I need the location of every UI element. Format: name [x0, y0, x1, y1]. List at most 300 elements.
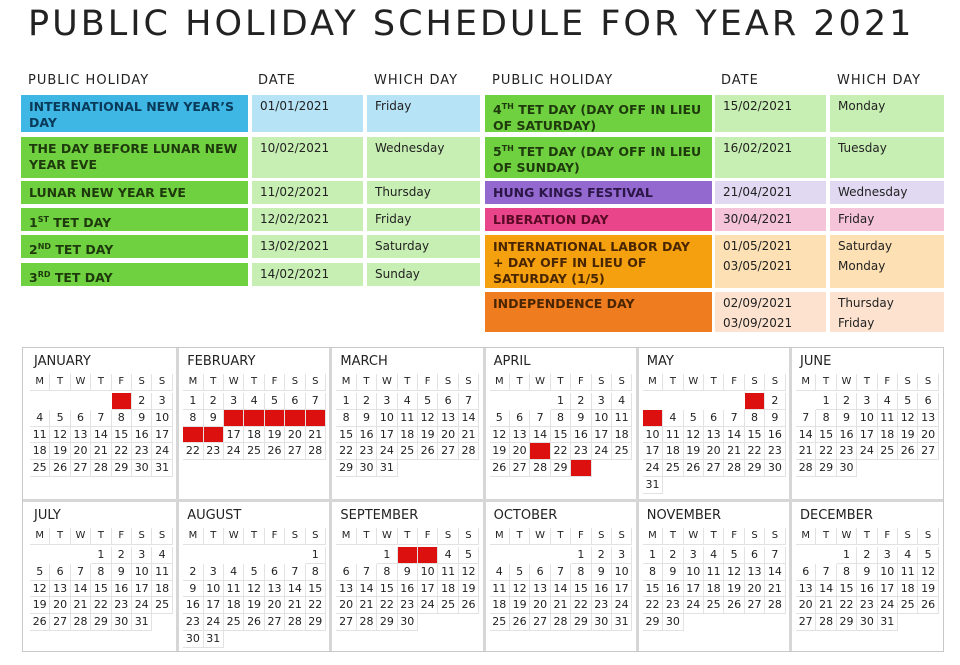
- day-cell: 25: [704, 597, 724, 614]
- day-cell: 5: [510, 564, 530, 581]
- day-cell: 10: [592, 410, 612, 427]
- day-cell: 28: [71, 614, 91, 631]
- weekday-label: M: [183, 528, 203, 545]
- day-cell: 9: [398, 564, 418, 581]
- day-cell: 20: [336, 597, 356, 614]
- weekday-label: T: [91, 528, 111, 545]
- holiday-day-cell: 3: [643, 410, 663, 427]
- day-cell: 12: [684, 427, 704, 444]
- day-cell: 24: [684, 597, 704, 614]
- day-cell: 13: [530, 581, 550, 598]
- day-cell: 28: [796, 460, 816, 477]
- weekday-label: T: [204, 374, 224, 391]
- day-cell: 16: [837, 427, 857, 444]
- day-cell: 23: [204, 443, 224, 460]
- day-cell: 19: [724, 581, 744, 598]
- weekday-label: W: [377, 528, 397, 545]
- weekday-label: F: [878, 374, 898, 391]
- day-cell: 26: [265, 443, 285, 460]
- weekday-label: S: [459, 528, 479, 545]
- day-cell: 18: [612, 427, 632, 444]
- day-cell: 8: [91, 564, 111, 581]
- day-cell: 21: [724, 443, 744, 460]
- weekday-label: S: [132, 528, 152, 545]
- day-cell: 15: [643, 581, 663, 598]
- day-cell: 4: [612, 393, 632, 410]
- weekday-label: M: [490, 528, 510, 545]
- day-cell: 11: [398, 410, 418, 427]
- day-cell: 25: [878, 443, 898, 460]
- holiday-weekday: Friday: [367, 208, 480, 231]
- weekday-label: S: [438, 374, 458, 391]
- day-cell: 12: [418, 410, 438, 427]
- day-cell: 9: [132, 410, 152, 427]
- day-cell: 7: [459, 393, 479, 410]
- day-cell: 14: [357, 581, 377, 598]
- day-cell: 6: [285, 393, 305, 410]
- row-divider: [23, 499, 943, 502]
- day-cell: 23: [183, 614, 203, 631]
- holiday-weekday: Thursday Friday: [830, 292, 944, 332]
- day-cell: 3: [132, 547, 152, 564]
- page-title: PUBLIC HOLIDAY SCHEDULE FOR YEAR 2021: [28, 4, 915, 44]
- day-cell: 17: [224, 427, 244, 444]
- day-cell: 15: [377, 581, 397, 598]
- day-cell: 10: [204, 581, 224, 598]
- day-cell: 19: [30, 597, 50, 614]
- weekday-label: F: [418, 528, 438, 545]
- day-cell: 24: [224, 443, 244, 460]
- day-cell: 12: [50, 427, 70, 444]
- day-cell: 10: [132, 564, 152, 581]
- month-may: [639, 348, 789, 498]
- day-cell: 21: [551, 597, 571, 614]
- day-cell: 2: [857, 547, 877, 564]
- day-cell: 17: [377, 427, 397, 444]
- day-cell: 22: [816, 443, 836, 460]
- day-cell: 20: [438, 427, 458, 444]
- day-cell: 27: [438, 443, 458, 460]
- day-cell: 29: [91, 614, 111, 631]
- day-cell: 8: [816, 410, 836, 427]
- day-cell: 16: [357, 427, 377, 444]
- day-cell: 19: [50, 443, 70, 460]
- holiday-weekday: Monday: [830, 95, 944, 132]
- day-cell: 23: [592, 597, 612, 614]
- weekday-label: W: [224, 528, 244, 545]
- month-name: MAY: [646, 354, 674, 369]
- day-cell: 23: [857, 597, 877, 614]
- day-cell: 20: [530, 597, 550, 614]
- weekday-label: T: [398, 374, 418, 391]
- holiday-name: INTERNATIONAL LABOR DAY + DAY OFF IN LIEU OF SATURDAY (1/5): [485, 235, 712, 288]
- day-cell: 29: [306, 614, 326, 631]
- day-cell: 22: [745, 443, 765, 460]
- day-cell: 20: [918, 427, 938, 444]
- day-cell: 24: [643, 460, 663, 477]
- day-cell: 13: [745, 564, 765, 581]
- day-cell: 17: [612, 581, 632, 598]
- day-cell: 28: [724, 460, 744, 477]
- day-cell: 6: [704, 410, 724, 427]
- day-cell: 8: [551, 410, 571, 427]
- month-name: DECEMBER: [800, 508, 873, 523]
- weekday-label: W: [530, 528, 550, 545]
- day-cell: 6: [438, 393, 458, 410]
- day-cell: 8: [837, 564, 857, 581]
- day-cell: 7: [91, 410, 111, 427]
- day-cell: 25: [30, 460, 50, 477]
- day-cell: 16: [571, 427, 591, 444]
- day-cell: 27: [704, 460, 724, 477]
- header-date-left: DATE: [258, 73, 296, 88]
- header-public-holiday-left: PUBLIC HOLIDAY: [28, 73, 150, 88]
- day-cell: 17: [643, 443, 663, 460]
- day-cell: 6: [265, 564, 285, 581]
- day-cell: 30: [398, 614, 418, 631]
- holiday-date: 16/02/2021: [715, 137, 826, 178]
- day-cell: 11: [224, 581, 244, 598]
- day-cell: 30: [183, 631, 203, 648]
- day-cell: 29: [745, 460, 765, 477]
- day-cell: 24: [592, 443, 612, 460]
- holiday-date: 13/02/2021: [252, 235, 363, 258]
- day-cell: 4: [152, 547, 172, 564]
- day-cell: 2: [357, 393, 377, 410]
- day-cell: 28: [91, 460, 111, 477]
- day-cell: 23: [663, 597, 683, 614]
- day-cell: 2: [132, 393, 152, 410]
- day-cell: 6: [71, 410, 91, 427]
- day-cell: 14: [91, 427, 111, 444]
- day-cell: 20: [71, 443, 91, 460]
- month-name: JUNE: [800, 354, 832, 369]
- day-cell: 5: [918, 547, 938, 564]
- day-cell: 9: [571, 410, 591, 427]
- day-cell: 10: [418, 564, 438, 581]
- weekday-label: T: [398, 528, 418, 545]
- day-cell: 31: [204, 631, 224, 648]
- day-cell: 6: [336, 564, 356, 581]
- day-cell: 22: [377, 597, 397, 614]
- day-cell: 7: [724, 410, 744, 427]
- month-february: [179, 348, 329, 498]
- day-cell: 27: [918, 443, 938, 460]
- day-cell: 5: [265, 393, 285, 410]
- holiday-date: 01/01/2021: [252, 95, 363, 132]
- month-name: FEBRUARY: [187, 354, 256, 369]
- weekday-label: T: [91, 374, 111, 391]
- day-cell: 15: [551, 427, 571, 444]
- day-cell: 21: [816, 597, 836, 614]
- day-cell: 14: [551, 581, 571, 598]
- day-cell: 9: [183, 581, 203, 598]
- day-cell: 5: [244, 564, 264, 581]
- day-cell: 16: [857, 581, 877, 598]
- weekday-label: T: [357, 374, 377, 391]
- day-cell: 4: [490, 564, 510, 581]
- day-cell: 30: [857, 614, 877, 631]
- day-cell: 21: [306, 427, 326, 444]
- day-cell: 18: [878, 427, 898, 444]
- day-cell: 27: [510, 460, 530, 477]
- weekday-label: F: [724, 374, 744, 391]
- day-cell: 20: [285, 427, 305, 444]
- holiday-weekday: Saturday: [367, 235, 480, 258]
- day-cell: 26: [30, 614, 50, 631]
- weekday-label: S: [306, 374, 326, 391]
- holiday-day-cell: 12: [265, 410, 285, 427]
- weekday-label: S: [745, 374, 765, 391]
- day-cell: 26: [418, 443, 438, 460]
- day-cell: 2: [571, 393, 591, 410]
- day-cell: 29: [816, 460, 836, 477]
- day-cell: 5: [50, 410, 70, 427]
- day-cell: 17: [204, 597, 224, 614]
- holiday-name: THE DAY BEFORE LUNAR NEW YEAR EVE: [21, 137, 248, 178]
- weekday-label: F: [878, 528, 898, 545]
- day-cell: 7: [765, 547, 785, 564]
- day-cell: 7: [357, 564, 377, 581]
- day-cell: 26: [724, 597, 744, 614]
- day-cell: 12: [724, 564, 744, 581]
- month-name: NOVEMBER: [646, 508, 722, 523]
- day-cell: 3: [878, 547, 898, 564]
- day-cell: 5: [490, 410, 510, 427]
- holiday-date: 12/02/2021: [252, 208, 363, 231]
- day-cell: 4: [244, 393, 264, 410]
- day-cell: 14: [816, 581, 836, 598]
- day-cell: 8: [745, 410, 765, 427]
- holiday-weekday: Friday: [367, 95, 480, 132]
- day-cell: 23: [398, 597, 418, 614]
- holiday-weekday: Wednesday: [367, 137, 480, 178]
- day-cell: 23: [837, 443, 857, 460]
- day-cell: 14: [71, 581, 91, 598]
- day-cell: 3: [377, 393, 397, 410]
- day-cell: 17: [418, 581, 438, 598]
- day-cell: 15: [745, 427, 765, 444]
- weekday-label: S: [592, 374, 612, 391]
- day-cell: 22: [183, 443, 203, 460]
- day-cell: 30: [112, 614, 132, 631]
- weekday-label: M: [336, 374, 356, 391]
- day-cell: 7: [285, 564, 305, 581]
- day-cell: 17: [878, 581, 898, 598]
- holiday-name: LUNAR NEW YEAR EVE: [21, 181, 248, 204]
- day-cell: 19: [490, 443, 510, 460]
- day-cell: 11: [704, 564, 724, 581]
- day-cell: 20: [510, 443, 530, 460]
- day-cell: 2: [837, 393, 857, 410]
- holiday-date: 11/02/2021: [252, 181, 363, 204]
- day-cell: 11: [878, 410, 898, 427]
- day-cell: 12: [459, 564, 479, 581]
- day-cell: 15: [571, 581, 591, 598]
- day-cell: 5: [724, 547, 744, 564]
- day-cell: 12: [490, 427, 510, 444]
- day-cell: 13: [336, 581, 356, 598]
- month-name: JANUARY: [34, 354, 91, 369]
- day-cell: 7: [530, 410, 550, 427]
- day-cell: 30: [837, 460, 857, 477]
- day-cell: 6: [510, 410, 530, 427]
- day-cell: 31: [643, 477, 663, 494]
- holiday-day-cell: 14: [306, 410, 326, 427]
- day-cell: 20: [50, 597, 70, 614]
- weekday-label: F: [112, 528, 132, 545]
- day-cell: 9: [837, 410, 857, 427]
- weekday-label: S: [306, 528, 326, 545]
- day-cell: 25: [898, 597, 918, 614]
- day-cell: 17: [592, 427, 612, 444]
- holiday-weekday: Thursday: [367, 181, 480, 204]
- holiday-name: 3RD TET DAY: [21, 263, 248, 286]
- day-cell: 18: [152, 581, 172, 598]
- day-cell: 9: [765, 410, 785, 427]
- day-cell: 30: [357, 460, 377, 477]
- month-october: [486, 502, 636, 652]
- day-cell: 4: [663, 410, 683, 427]
- weekday-label: T: [244, 374, 264, 391]
- day-cell: 8: [306, 564, 326, 581]
- day-cell: 3: [152, 393, 172, 410]
- day-cell: 16: [132, 427, 152, 444]
- weekday-label: M: [183, 374, 203, 391]
- day-cell: 19: [244, 597, 264, 614]
- day-cell: 21: [796, 443, 816, 460]
- day-cell: 27: [530, 614, 550, 631]
- day-cell: 30: [592, 614, 612, 631]
- day-cell: 27: [336, 614, 356, 631]
- day-cell: 18: [398, 427, 418, 444]
- day-cell: 14: [765, 564, 785, 581]
- holiday-day-cell: 13: [285, 410, 305, 427]
- weekday-label: S: [152, 374, 172, 391]
- day-cell: 24: [857, 443, 877, 460]
- day-cell: 11: [438, 564, 458, 581]
- holiday-name: HUNG KINGS FESTIVAL: [485, 181, 712, 204]
- weekday-label: S: [612, 374, 632, 391]
- day-cell: 10: [643, 427, 663, 444]
- day-cell: 22: [336, 443, 356, 460]
- day-cell: 23: [112, 597, 132, 614]
- holiday-weekday: Wednesday: [830, 181, 944, 204]
- day-cell: 1: [551, 393, 571, 410]
- day-cell: 11: [152, 564, 172, 581]
- day-cell: 30: [132, 460, 152, 477]
- month-september: [332, 502, 482, 652]
- day-cell: 17: [132, 581, 152, 598]
- holiday-weekday: Sunday: [367, 263, 480, 286]
- day-cell: 16: [183, 597, 203, 614]
- month-june: [792, 348, 942, 498]
- holiday-date: 10/02/2021: [252, 137, 363, 178]
- day-cell: 7: [306, 393, 326, 410]
- day-cell: 28: [551, 614, 571, 631]
- day-cell: 27: [50, 614, 70, 631]
- day-cell: 1: [91, 547, 111, 564]
- day-cell: 18: [30, 443, 50, 460]
- day-cell: 6: [918, 393, 938, 410]
- holiday-name: LIBERATION DAY: [485, 208, 712, 231]
- day-cell: 15: [816, 427, 836, 444]
- day-cell: 28: [459, 443, 479, 460]
- day-cell: 22: [91, 597, 111, 614]
- day-cell: 4: [704, 547, 724, 564]
- day-cell: 15: [336, 427, 356, 444]
- day-cell: 22: [551, 443, 571, 460]
- day-cell: 18: [244, 427, 264, 444]
- day-cell: 24: [204, 614, 224, 631]
- day-cell: 13: [796, 581, 816, 598]
- day-cell: 28: [357, 614, 377, 631]
- holiday-date: 21/04/2021: [715, 181, 826, 204]
- day-cell: 10: [878, 564, 898, 581]
- weekday-label: S: [592, 528, 612, 545]
- day-cell: 13: [918, 410, 938, 427]
- month-january: [26, 348, 176, 498]
- day-cell: 12: [898, 410, 918, 427]
- day-cell: 18: [438, 581, 458, 598]
- day-cell: 16: [112, 581, 132, 598]
- header-public-holiday-right: PUBLIC HOLIDAY: [492, 73, 614, 88]
- day-cell: 14: [459, 410, 479, 427]
- holiday-name: 5TH TET DAY (DAY OFF IN LIEU OF SUNDAY): [485, 137, 712, 178]
- day-cell: 14: [796, 427, 816, 444]
- month-december: [792, 502, 942, 652]
- day-cell: 10: [684, 564, 704, 581]
- day-cell: 19: [459, 581, 479, 598]
- holiday-weekday: Saturday Monday: [830, 235, 944, 288]
- weekday-label: M: [490, 374, 510, 391]
- holiday-day-cell: 1: [745, 393, 765, 410]
- day-cell: 9: [857, 564, 877, 581]
- day-cell: 8: [183, 410, 203, 427]
- day-cell: 1: [571, 547, 591, 564]
- header-which-day-right: WHICH DAY: [837, 73, 922, 88]
- day-cell: 19: [684, 443, 704, 460]
- weekday-label: S: [898, 374, 918, 391]
- weekday-label: F: [571, 528, 591, 545]
- holiday-day-cell: 15: [183, 427, 203, 444]
- day-cell: 24: [418, 597, 438, 614]
- day-cell: 19: [418, 427, 438, 444]
- day-cell: 24: [152, 443, 172, 460]
- weekday-label: T: [704, 374, 724, 391]
- month-name: AUGUST: [187, 508, 242, 523]
- day-cell: 6: [745, 547, 765, 564]
- day-cell: 9: [592, 564, 612, 581]
- holiday-date: 02/09/2021 03/09/2021: [715, 292, 826, 332]
- weekday-label: W: [684, 528, 704, 545]
- day-cell: 14: [530, 427, 550, 444]
- month-name: MARCH: [340, 354, 388, 369]
- day-cell: 16: [592, 581, 612, 598]
- day-cell: 17: [857, 427, 877, 444]
- day-cell: 25: [244, 443, 264, 460]
- day-cell: 20: [265, 597, 285, 614]
- day-cell: 10: [377, 410, 397, 427]
- day-cell: 29: [643, 614, 663, 631]
- day-cell: 23: [132, 443, 152, 460]
- day-cell: 6: [50, 564, 70, 581]
- day-cell: 2: [204, 393, 224, 410]
- day-cell: 23: [571, 443, 591, 460]
- day-cell: 16: [765, 427, 785, 444]
- day-cell: 18: [224, 597, 244, 614]
- day-cell: 6: [530, 564, 550, 581]
